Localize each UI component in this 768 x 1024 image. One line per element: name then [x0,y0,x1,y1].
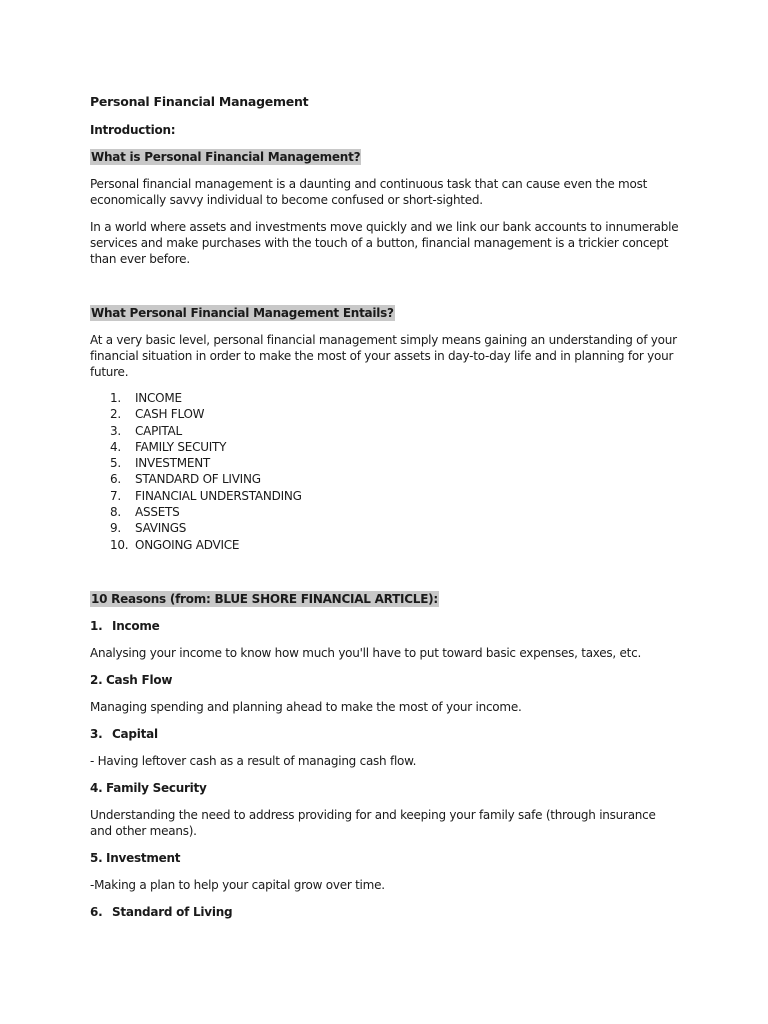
reason-number: 4. [90,780,103,795]
reason-number: 5. [90,850,103,865]
section-heading-what-is [90,149,680,165]
reason-heading-capital [90,726,680,742]
section-heading-entails [90,305,680,321]
section-heading-reasons [90,591,680,607]
reason-text-income: Analysing your income to know how much you'll have to put toward basic expenses, taxes, etc. [90,645,642,660]
reason-heading-standard-of-living [90,904,680,920]
list-item [90,520,680,536]
list-item-number: 9. [110,521,121,536]
list-item-text: ONGOING ADVICE [135,537,240,552]
list-item-number: 3. [110,423,121,438]
reason-title: Family Security [106,780,207,795]
reason-text-family-security: Understanding the need to address providing for and keeping your family safe (through insurance and other means). [90,807,656,838]
list-item-number: 5. [110,456,121,471]
section-heading-entails-text: What Personal Financial Management Entails? [91,306,394,320]
list-item-text: ASSETS [135,505,180,520]
reason-number: 6. [90,904,103,919]
reason-heading-cash-flow [90,672,680,688]
list-item [90,423,680,439]
reason-number: 2. [90,672,103,687]
list-item [90,471,680,487]
list-item-number: 7. [110,488,121,503]
document-title: Personal Financial Management [90,94,309,109]
list-item-text: FINANCIAL UNDERSTANDING [135,488,302,503]
section-heading-reasons-text: 10 Reasons (from: BLUE SHORE FINANCIAL ARTICLE): [91,591,438,606]
list-item [90,537,680,553]
introduction-label: Introduction: [90,123,176,137]
paragraph-entails: At a very basic level, personal financial management simply means gaining an understanding of your financial situation in order to make the most of your assets in day-to-day life and in planning for your future. [90,333,677,379]
list-item-number: 1. [110,391,121,405]
paragraph-intro-2: In a world where assets and investments move quickly and we link our bank accounts to innumerable services and make purchases with the touch of a button, financial management is a trickier concept than ever before. [90,220,679,266]
list-item [90,504,680,520]
reason-text-cash-flow: Managing spending and planning ahead to make the most of your income. [90,699,522,714]
list-item [90,390,680,406]
list-item-text: INCOME [135,391,182,405]
reason-text-capital: - Having leftover cash as a result of managing cash flow. [90,753,417,768]
list-item-text: CAPITAL [135,423,182,438]
list-item-text: CASH FLOW [135,407,205,422]
paragraph-intro-1: Personal financial management is a daunting and continuous task that can cause even the most economically savvy individual to become confused or short-sighted. [90,177,648,207]
list-item [90,455,680,471]
reason-number: 3. [90,726,103,741]
document-page [90,94,680,920]
reason-title: Income [112,618,160,633]
reason-heading-income [90,618,680,634]
list-item-number: 4. [110,439,121,454]
list-item [90,488,680,504]
list-item-text: STANDARD OF LIVING [135,472,261,487]
reason-title: Standard of Living [112,904,233,919]
reason-title: Capital [112,726,158,741]
reason-title: Cash Flow [106,672,173,687]
list-item-number: 2. [110,407,121,422]
reason-text-investment: -Making a plan to help your capital grow over time. [90,877,385,892]
list-item-text: SAVINGS [135,521,187,536]
reason-title: Investment [106,850,181,865]
reason-heading-family-security [90,780,680,796]
list-item [90,439,680,455]
list-item [90,406,680,422]
entails-list [90,390,680,553]
list-item-text: FAMILY SECUITY [135,439,227,454]
section-heading-what-is-text: What is Personal Financial Management? [91,150,361,164]
list-item-number: 6. [110,472,121,487]
reason-number: 1. [90,618,103,633]
list-item-number: 8. [110,505,121,520]
list-item-text: INVESTMENT [135,456,210,471]
reason-heading-investment [90,850,680,866]
list-item-number: 10. [110,537,129,552]
